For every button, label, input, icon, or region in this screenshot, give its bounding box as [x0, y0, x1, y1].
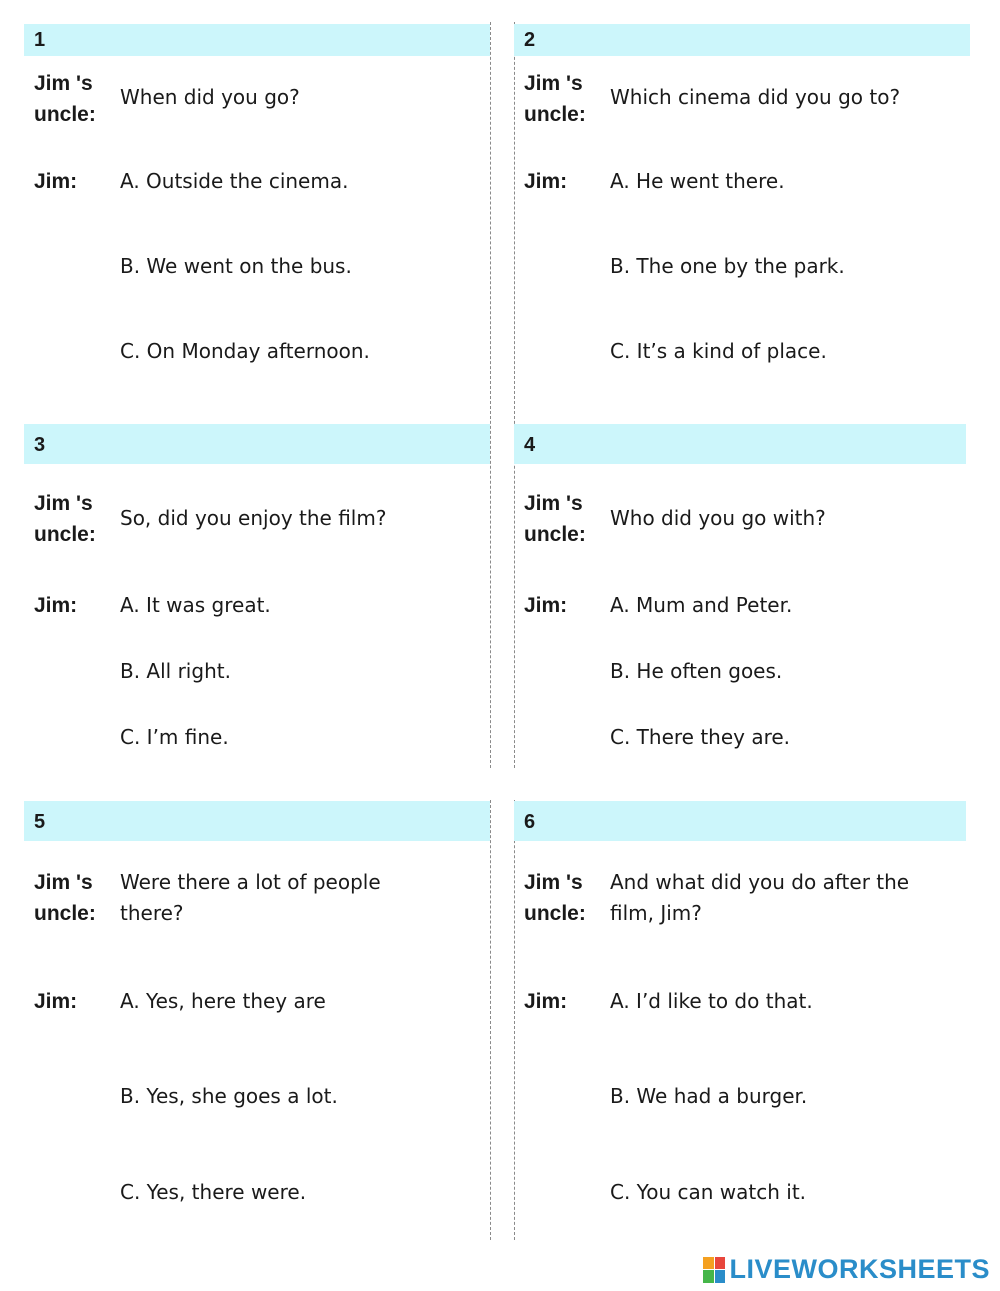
question-text: Were there a lot of people there? — [120, 870, 381, 925]
option-a[interactable]: A. Outside the cinema. — [120, 169, 349, 193]
option-a[interactable]: A. I’d like to do that. — [610, 989, 813, 1013]
card-number: 4 — [514, 424, 966, 464]
jim-label: Jim: — [34, 594, 78, 617]
option-a[interactable]: A. Mum and Peter. — [610, 593, 793, 617]
uncle-label: Jim 's uncle: — [524, 871, 586, 925]
option-c[interactable]: C. Yes, there were. — [120, 1180, 307, 1204]
option-b[interactable]: B. The one by the park. — [610, 254, 845, 278]
question-card-6 — [514, 801, 966, 1231]
option-a[interactable]: A. He went there. — [610, 169, 785, 193]
option-a[interactable]: A. Yes, here they are — [120, 989, 326, 1013]
question-text: Who did you go with? — [610, 506, 826, 530]
option-b[interactable]: B. He often goes. — [610, 659, 783, 683]
uncle-label: Jim 's uncle: — [524, 72, 586, 126]
jim-label: Jim: — [34, 170, 78, 193]
jim-label: Jim: — [524, 170, 568, 193]
uncle-label: Jim 's uncle: — [524, 492, 586, 546]
question-card-2 — [514, 24, 970, 394]
option-b[interactable]: B. Yes, she goes a lot. — [120, 1084, 338, 1108]
logo-badge-icon — [703, 1257, 725, 1283]
card-number: 5 — [24, 801, 490, 841]
card-number: 2 — [514, 24, 970, 56]
option-c[interactable]: C. It’s a kind of place. — [610, 339, 827, 363]
option-a[interactable]: A. It was great. — [120, 593, 271, 617]
uncle-label: Jim 's uncle: — [34, 492, 96, 546]
jim-label: Jim: — [524, 990, 568, 1013]
uncle-label: Jim 's uncle: — [34, 871, 96, 925]
divider-left — [490, 22, 491, 768]
card-number: 1 — [24, 24, 490, 56]
jim-label: Jim: — [34, 990, 78, 1013]
option-b[interactable]: B. We went on the bus. — [120, 254, 352, 278]
question-text: Which cinema did you go to? — [610, 85, 901, 109]
question-text: So, did you enjoy the film? — [120, 506, 387, 530]
question-text: And what did you do after the film, Jim? — [610, 870, 910, 925]
option-c[interactable]: C. There they are. — [610, 725, 791, 749]
option-c[interactable]: C. On Monday afternoon. — [120, 339, 370, 363]
divider-left-bottom — [490, 800, 491, 1240]
option-c[interactable]: C. I’m fine. — [120, 725, 229, 749]
card-number: 6 — [514, 801, 966, 841]
liveworksheets-logo[interactable] — [703, 1254, 990, 1285]
jim-label: Jim: — [524, 594, 568, 617]
question-card-4 — [514, 424, 966, 764]
option-b[interactable]: B. All right. — [120, 659, 231, 683]
option-c[interactable]: C. You can watch it. — [610, 1180, 807, 1204]
question-card-1 — [24, 24, 490, 394]
option-b[interactable]: B. We had a burger. — [610, 1084, 808, 1108]
question-text: When did you go? — [120, 85, 300, 109]
logo-text: LIVEWORKSHEETS — [729, 1254, 990, 1284]
question-card-5 — [24, 801, 490, 1231]
card-number: 3 — [24, 424, 490, 464]
uncle-label: Jim 's uncle: — [34, 72, 96, 126]
question-card-3 — [24, 424, 490, 764]
